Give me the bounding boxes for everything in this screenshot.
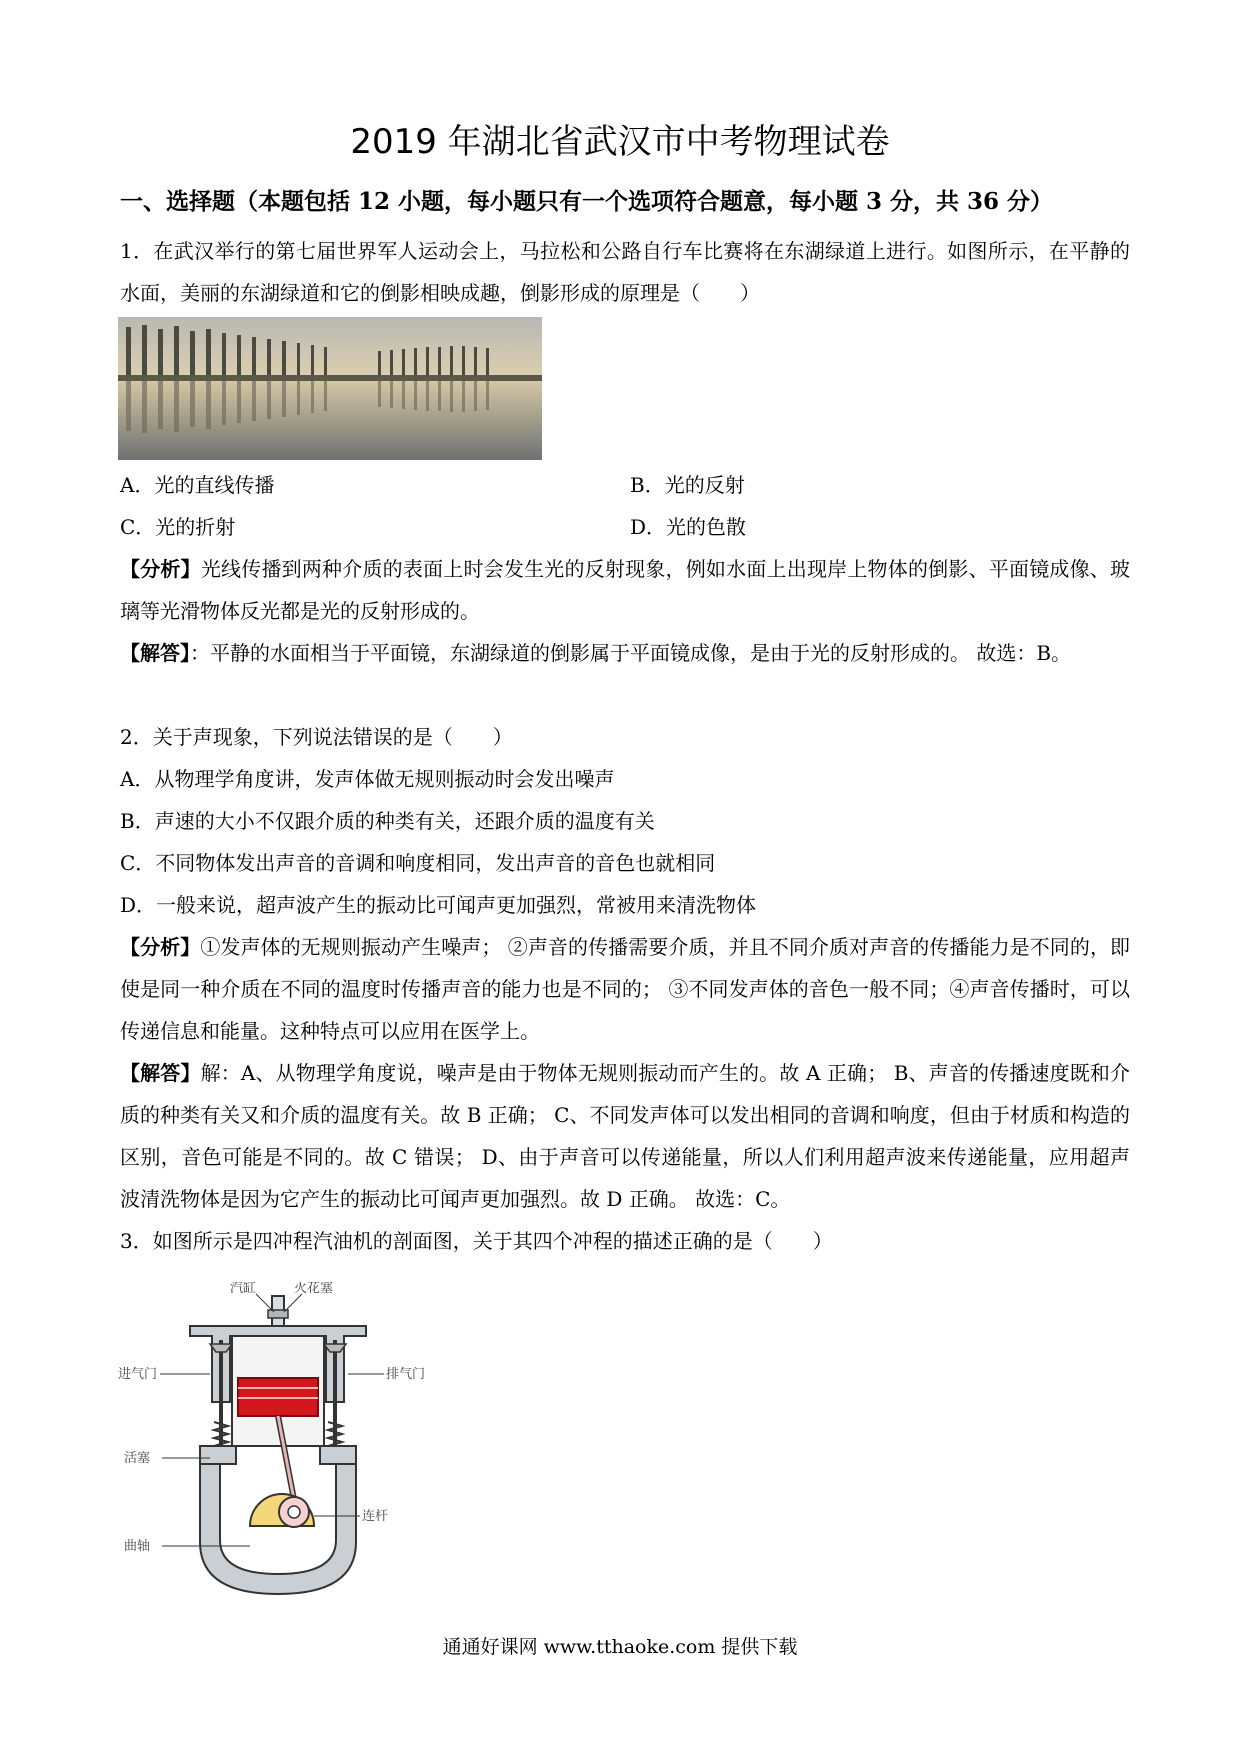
question-1-stem: 1．在武汉举行的第七届世界军人运动会上，马拉松和公路自行车比赛将在东湖绿道上进行。如图所示，在平静的水面，美丽的东湖绿道和它的倒影相映成趣，倒影形成的原理是（ ） xyxy=(120,239,1130,305)
q2-analysis-text: ①发声体的无规则振动产生噪声； ②声音的传播需要介质，并且不同介质对声音的传播能力是不同的，即使是同一种介质在不同的温度时传播声音的能力也是不同的； ③不同发声体的音色一般不同；④声音传播时，可以传递信息和能量。这种特点可以应用在医学上。 xyxy=(120,935,1131,1043)
q1-option-b: B．光的反射 xyxy=(630,473,745,497)
q1-analysis-text: 光线传播到两种介质的表面上时会发生光的反射现象，例如水面上出现岸上物体的倒影、平面镜成像、玻璃等光滑物体反光都是光的反射形成的。 xyxy=(120,557,1131,623)
q1-option-c: C．光的折射 xyxy=(120,515,236,539)
page-title: 2019 年湖北省武汉市中考物理试卷 xyxy=(350,122,890,162)
label-connecting-rod: 连杆 xyxy=(362,1509,389,1524)
analysis-tag: 【分析】 xyxy=(120,935,201,959)
answer-tag: 【解答】 xyxy=(120,641,190,665)
q1-option-d: D．光的色散 xyxy=(630,515,747,539)
section-heading: 一、选择题（本题包括 12 小题，每小题只有一个选项符合题意，每小题 3 分，共 36 分） xyxy=(120,188,1054,215)
page-footer: 通通好课网 www.tthaoke.com 提供下载 xyxy=(442,1636,798,1658)
q2-answer-text: 解：A、从物理学角度说，噪声是由于物体无规则振动而产生的。故 A 正确； B、声音的传播速度既和介质的种类有关又和介质的温度有关。故 B 正确； C、不同发声体可以发出相同的音调和响度，但由于材质和构造的区别，音色可能是不同的。故 C 错误； D、由于声音可以传递能量，所以人们利用超声波来传递能量，应用超声波清洗物体是因为它产生的振动比可闻声更加强烈。故 D 正确。 故选：C。 xyxy=(120,1061,1131,1211)
q2-option-c: C．不同物体发出声音的音调和响度相同，发出声音的音色也就相同 xyxy=(120,851,716,875)
label-piston: 活塞 xyxy=(124,1451,151,1466)
question-3-stem: 3．如图所示是四冲程汽油机的剖面图，关于其四个冲程的描述正确的是（ ） xyxy=(120,1229,833,1253)
label-spark-plug: 火花塞 xyxy=(294,1282,334,1296)
label-crankshaft: 曲轴 xyxy=(124,1539,151,1554)
q1-answer xyxy=(120,632,1130,674)
answer-tag: 【解答】 xyxy=(120,1061,201,1085)
label-exhaust-valve: 排气门 xyxy=(386,1367,426,1382)
lake-reflection-photo xyxy=(118,317,542,460)
analysis-tag: 【分析】 xyxy=(120,557,201,581)
label-cylinder: 汽缸 xyxy=(230,1282,257,1296)
question-2-stem: 2．关于声现象，下列说法错误的是（ ） xyxy=(120,725,513,749)
engine-cross-section-diagram xyxy=(118,1282,438,1600)
q2-option-d: D．一般来说，超声波产生的振动比可闻声更加强烈，常被用来清洗物体 xyxy=(120,893,757,917)
label-intake-valve: 进气门 xyxy=(118,1367,158,1382)
q2-answer xyxy=(120,1052,1130,1220)
q2-option-a: A．从物理学角度讲，发声体做无规则振动时会发出噪声 xyxy=(120,767,615,791)
q1-answer-text: ：平静的水面相当于平面镜，东湖绿道的倒影属于平面镜成像，是由于光的反射形成的。 故选：B。 xyxy=(190,641,1072,665)
q1-option-a: A．光的直线传播 xyxy=(120,473,275,497)
q2-option-b: B．声速的大小不仅跟介质的种类有关，还跟介质的温度有关 xyxy=(120,809,655,833)
q2-analysis xyxy=(120,926,1130,1052)
q1-analysis xyxy=(120,548,1130,632)
